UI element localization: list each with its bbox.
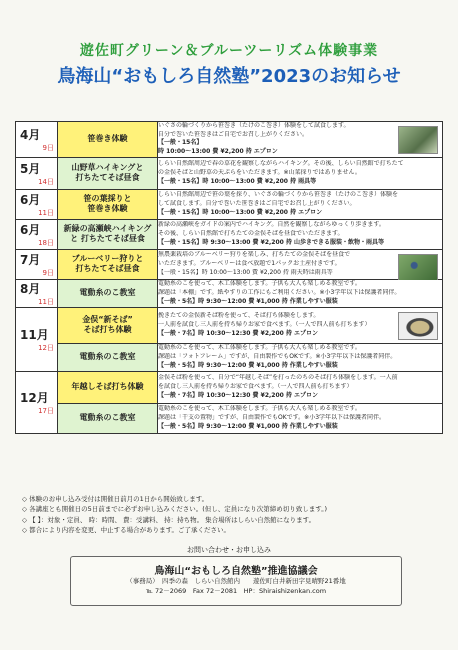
contact-heading: お問い合わせ・お申し込み — [187, 546, 271, 554]
event-row — [16, 122, 443, 158]
event-title-line: そば打ち体験 — [83, 325, 132, 335]
event-meta: 【一般・15名】時 9:30～13:00 費 ¥2,200 持 山歩きできる服装・飲物・雨具等 — [158, 238, 384, 246]
note-item: ◇ 体験のお申し込み受付は開催日前月の1日から開始致します。 — [22, 495, 209, 503]
note-item: ◇ 【 】：対象・定員、 時：時間、 費：受講料、 持：持ち物。 集合場所はしらい自然館になります。 — [22, 515, 316, 524]
event-title-line: ブルーベリー狩りと — [71, 254, 144, 264]
event-description — [158, 219, 443, 249]
event-photo — [398, 126, 438, 154]
event-title-line: と 打ちたてそば昼食 — [70, 234, 145, 244]
event-title — [58, 122, 158, 158]
event-title — [58, 279, 158, 307]
phone-info: ℡ 72－2069 Fax 72－2081 HP：Shiraishizenkan.com — [145, 586, 327, 595]
description-line: 新緑の高瀬峡をガイドの案内でハイキング。自然を観察しながらゆっくり歩きます。 — [158, 221, 385, 229]
month-label: 11月 — [20, 327, 49, 342]
month-label: 8月 — [20, 281, 41, 296]
event-title — [58, 189, 158, 219]
subtitle: 遊佐町グリーン＆ブルーツーリズム体験事業 — [79, 43, 379, 59]
month-label: 6月 — [20, 222, 41, 237]
month-cell — [16, 219, 58, 249]
event-description — [158, 403, 443, 433]
month-label: 7月 — [20, 252, 41, 267]
event-title-line: 山野草ハイキングと — [71, 163, 144, 173]
month-label: 6月 — [20, 192, 41, 207]
description-line: 電動糸のこを使って、木工体験をします。子供も大人も楽しめる教室です。 — [158, 405, 361, 413]
event-title-line: 笹巻き体験 — [87, 134, 128, 144]
note-item: ◇ 都合により内容を変更、中止する場合があります。ご了承ください。 — [22, 526, 231, 535]
event-title-line: 電動糸のこ教室 — [79, 352, 136, 362]
event-title — [58, 307, 158, 343]
month-cell — [16, 157, 58, 189]
office-address: （事務局） 四季の森 しらい自然館内 遊佐町白井新田字見晴野21番地 — [126, 577, 346, 585]
day-label: 11日 — [38, 297, 54, 306]
event-photo — [398, 254, 438, 282]
event-row — [16, 219, 443, 249]
month-cell — [16, 371, 58, 433]
description-line: 【一般・15名】時 10:00～13:00 費 ¥2,200 持 雨天時は雨具等 — [158, 268, 333, 276]
page-title: 鳥海山“おもしろ自然塾”2023のお知らせ — [57, 66, 401, 87]
event-description — [158, 371, 443, 403]
event-description — [158, 307, 443, 343]
description-line: 一人前を試食し三人前を持ち帰りお家で食べます。（一人で四人前も打ちます） — [158, 320, 371, 328]
month-cell — [16, 279, 58, 307]
day-label: 14日 — [38, 177, 54, 186]
description-line: 自分で巻いた笹巻きはご自宅でお召し上がりください。 — [158, 130, 309, 138]
description-line: いぐさの輪づくりから笹巻き（たけのこ巻き）体験をして試食します。 — [158, 122, 350, 129]
day-label: 12日 — [38, 343, 54, 352]
event-photo — [398, 312, 438, 340]
event-title — [58, 249, 158, 279]
description-line: 電動糸のこを使って、木工体験をします。子供も大人も楽しめる教室です。 — [158, 344, 361, 352]
day-label: 9日 — [42, 268, 54, 277]
month-cell — [16, 307, 58, 371]
event-title — [58, 157, 158, 189]
event-title-line: 金俣“新そば” — [82, 315, 133, 325]
event-title-line: 笹巻き体験 — [87, 204, 128, 214]
day-label: 11日 — [38, 208, 54, 217]
event-meta: 【一般・15名】時 10:00～13:00 費 ¥2,200 持 雨具等 — [158, 177, 317, 185]
event-description — [158, 122, 443, 158]
event-description — [158, 343, 443, 371]
description-line: 金俣そば粉を使って、自分で“年越しそば”を打ったのちのそば打ち体験をします。一人前 — [158, 374, 398, 382]
day-label: 17日 — [38, 406, 54, 415]
org-name: 鳥海山“おもしろ自然塾”推進協議会 — [154, 566, 318, 577]
description-line: 課題は「本棚」です。紙やすりの工作にもご利用ください。※小3学年以下は保護者同伴。 — [158, 288, 401, 296]
event-meta: 【一般・5名】時 9:30～12:00 費 ¥1,000 持 作業しやすい服装 — [158, 297, 338, 305]
month-label: 4月 — [20, 127, 41, 142]
contact-box — [70, 556, 402, 606]
event-meta: 時 10:00～13:00 費 ¥2,200 持 エプロン — [158, 148, 278, 156]
day-label: 9日 — [42, 143, 54, 152]
event-row — [16, 279, 443, 307]
event-title-line: 笹の葉採りと — [83, 194, 132, 204]
month-label: 5月 — [20, 161, 41, 176]
description-line: 無農薬栽培のブルーベリー狩りを楽しみ、打ちたての金俣そばを昼食で — [158, 251, 351, 259]
event-description — [158, 249, 443, 279]
event-row — [16, 189, 443, 219]
event-row — [16, 157, 443, 189]
event-title-line: 電動糸のこ教室 — [79, 413, 136, 423]
event-meta: 【一般・15名】 — [158, 139, 203, 147]
event-row — [16, 371, 443, 403]
event-meta: 【一般・5名】時 9:30～12:00 費 ¥1,000 持 作業しやすい服装 — [158, 361, 338, 369]
event-title-line: 打ちたてそば昼食 — [75, 173, 140, 183]
description-line: 課題は「干支の置物」ですが、自由製作でもOKです。※小3学年以下は保護者同伴。 — [158, 413, 386, 421]
notes — [22, 494, 442, 536]
event-meta: 【一般・7名】時 10:30～12:30 費 ¥2,200 持 エプロン — [158, 329, 318, 337]
event-description — [158, 157, 443, 189]
event-row — [16, 343, 443, 371]
event-row — [16, 403, 443, 433]
schedule-table — [15, 121, 443, 434]
event-title — [58, 403, 158, 433]
event-title — [58, 343, 158, 371]
description-line: の金俣そばと山野草の天ぷらをいただきます。※山菜採りではありません。 — [158, 168, 361, 176]
month-label: 12月 — [20, 390, 49, 405]
description-line: 課題は「フォトフレーム」ですが、自由製作でもOKです。※小3学年以下は保護者同伴。 — [158, 352, 397, 360]
event-meta: 【一般・15名】時 10:00～13:00 費 ¥2,200 持 エプロン — [158, 208, 323, 216]
event-description — [158, 279, 443, 307]
description-line: 電動糸のこを使って、木工体験をします。子供も大人も楽しめる教室です。 — [158, 280, 361, 288]
event-description — [158, 189, 443, 219]
event-title-line: 新緑の高瀬峡ハイキング — [63, 224, 152, 234]
event-meta: 【一般・5名】時 9:30～12:00 費 ¥1,000 持 作業しやすい服装 — [158, 422, 338, 430]
description-line: いただきます。ブルーベリーは食べ放題で1パックお土産付きです。 — [158, 259, 341, 267]
event-title-line: 電動糸のこ教室 — [79, 288, 136, 298]
month-cell — [16, 189, 58, 219]
event-title — [58, 371, 158, 403]
event-row — [16, 307, 443, 343]
description-line: を試食し三人前を持ち帰りお家で食べます。（一人で四人前も打ちます） — [158, 382, 353, 390]
month-cell — [16, 122, 58, 158]
description-line: 挽きたての金俣新そば粉を使って、そば打ち体験をします。 — [158, 312, 320, 320]
event-title-line: 年越しそば打ち体験 — [71, 382, 144, 392]
event-title — [58, 219, 158, 249]
description-line: して試食します。自分で巻いた笹巻きはご自宅でお召し上がりください。 — [158, 199, 356, 207]
event-meta: 【一般・7名】時 10:30～12:30 費 ¥2,200 持 エプロン — [158, 391, 318, 399]
day-label: 18日 — [38, 238, 54, 247]
event-row — [16, 249, 443, 279]
description-line: その後、しらい自然館で打ちたての金俣そばを昼食でいただきます。 — [158, 229, 344, 237]
event-title-line: 打ちたてそば昼食 — [75, 264, 140, 274]
description-line: しらい自然館周辺で笹の葉を採り、いぐさの輪づくりから笹巻き（たけのこ巻き）体験を — [158, 191, 399, 199]
note-item: ◇ 各講座とも開催日の5日前までに必ずお申し込みください。(但し、定員になり次第締め切り致します。) — [22, 505, 328, 514]
description-line: しらい自然館周辺で春の草花を観察しながらハイキング。その後、しらい自然館で打ちたて — [158, 160, 404, 168]
month-cell — [16, 249, 58, 279]
